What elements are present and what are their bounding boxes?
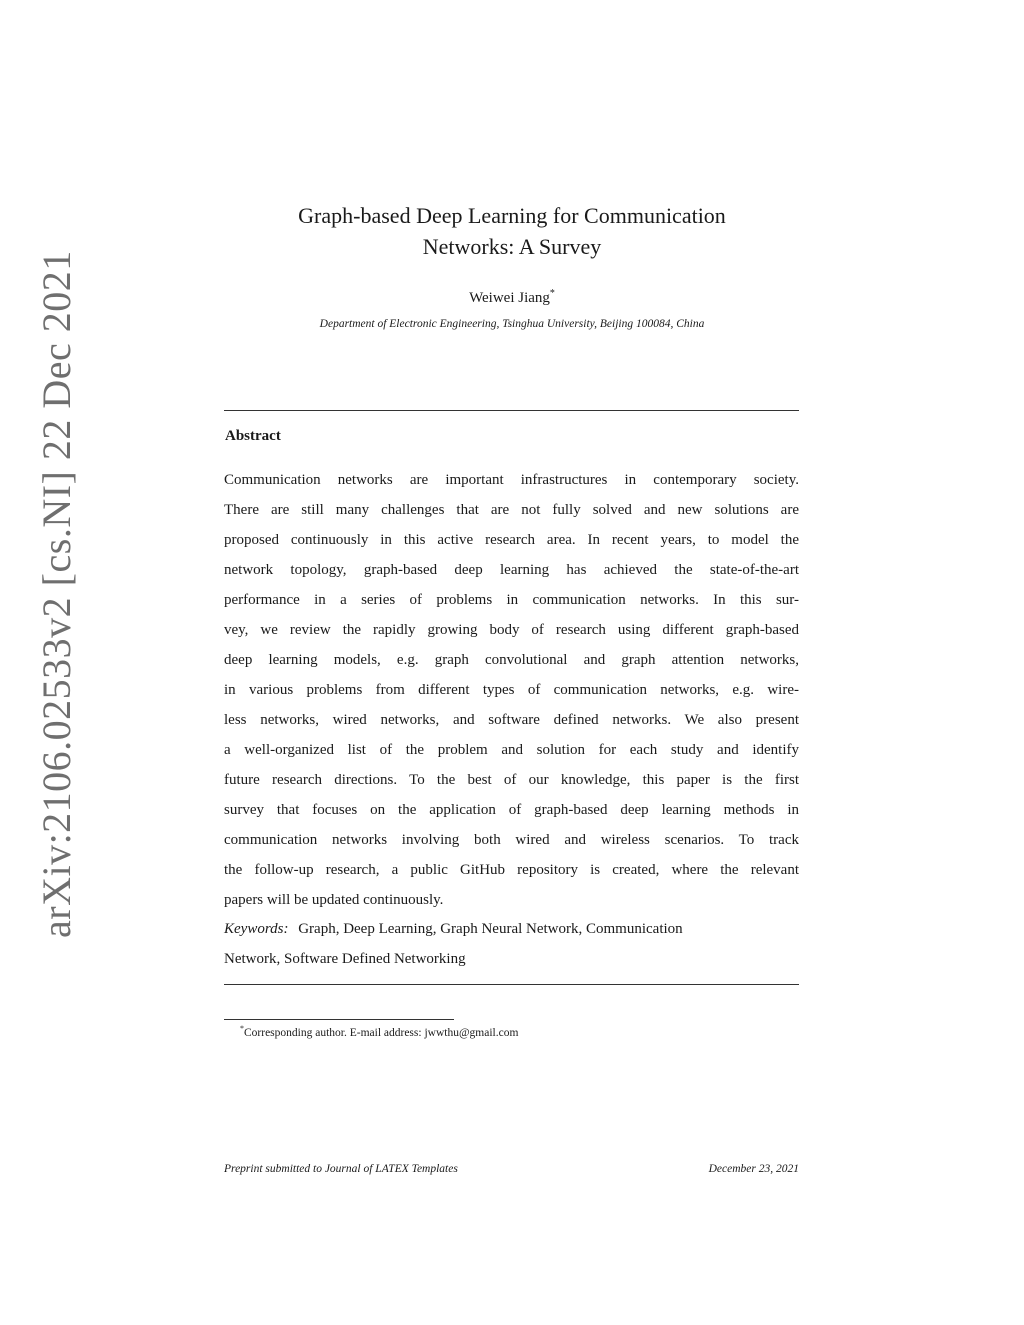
abstract-line: proposed continuously in this active research area. In recent years, to model the [224, 532, 799, 548]
abstract-line: deep learning models, e.g. graph convolutional and graph attention networks, [224, 652, 799, 668]
title-line-1: Graph-based Deep Learning for Communication [298, 203, 726, 228]
author-name: Weiwei Jiang [469, 290, 550, 306]
paper-title [240, 200, 784, 262]
author-marker: * [549, 288, 555, 299]
abstract-line: performance in a series of problems in communication networks. In this sur- [224, 592, 799, 608]
keywords [224, 914, 799, 974]
abstract-body [224, 465, 799, 915]
keywords-label: Keywords: [224, 921, 289, 937]
abstract-bottom-rule [224, 984, 799, 985]
abstract-line: less networks, wired networks, and software defined networks. We also present [224, 712, 799, 728]
abstract-line: Communication networks are important infrastructures in contemporary society. [224, 472, 799, 488]
keywords-line-1 [224, 914, 799, 944]
abstract-line: communication networks involving both wired and wireless scenarios. To track [224, 832, 799, 848]
abstract-line: papers will be updated continuously. [224, 892, 444, 908]
title-line-2: Networks: A Survey [422, 234, 602, 259]
arxiv-identifier: arXiv:2106.02533v2 [cs.NI] 22 Dec 2021 [34, 250, 79, 938]
abstract-line: network topology, graph-based deep learning has achieved the state-of-the-art [224, 562, 799, 578]
abstract-top-rule [224, 410, 799, 411]
footnote [240, 1024, 518, 1039]
author-affiliation: Department of Electronic Engineering, Tsinghua University, Beijing 100084, China [319, 318, 705, 330]
keywords-line-2 [224, 944, 799, 974]
abstract-line: in various problems from different types of communication networks, e.g. wire- [224, 682, 799, 698]
footnote-marker: * [240, 1024, 244, 1033]
abstract-line: There are still many challenges that are not fully solved and new solutions are [224, 502, 799, 518]
footnote-text: Corresponding author. E-mail address: jwwthu@gmail.com [244, 1026, 519, 1039]
author [240, 288, 784, 307]
abstract-line: survey that focuses on the application of graph-based deep learning methods in [224, 802, 799, 818]
footer-date: December 23, 2021 [708, 1163, 799, 1175]
keywords-text-1: Graph, Deep Learning, Graph Neural Network, Communication [298, 921, 683, 937]
footnote-rule [224, 1019, 454, 1020]
abstract-line: a well-organized list of the problem and solution for each study and identify [224, 742, 799, 758]
footer-preprint-note: Preprint submitted to Journal of LATEX Templates [224, 1163, 458, 1175]
abstract-heading: Abstract [225, 428, 281, 444]
abstract-line: the follow-up research, a public GitHub repository is created, where the relevant [224, 862, 799, 878]
keywords-text-2: Network, Software Defined Networking [224, 951, 466, 967]
abstract-line: future research directions. To the best of our knowledge, this paper is the first [224, 772, 799, 788]
abstract-line: vey, we review the rapidly growing body of research using different graph-based [224, 622, 799, 638]
